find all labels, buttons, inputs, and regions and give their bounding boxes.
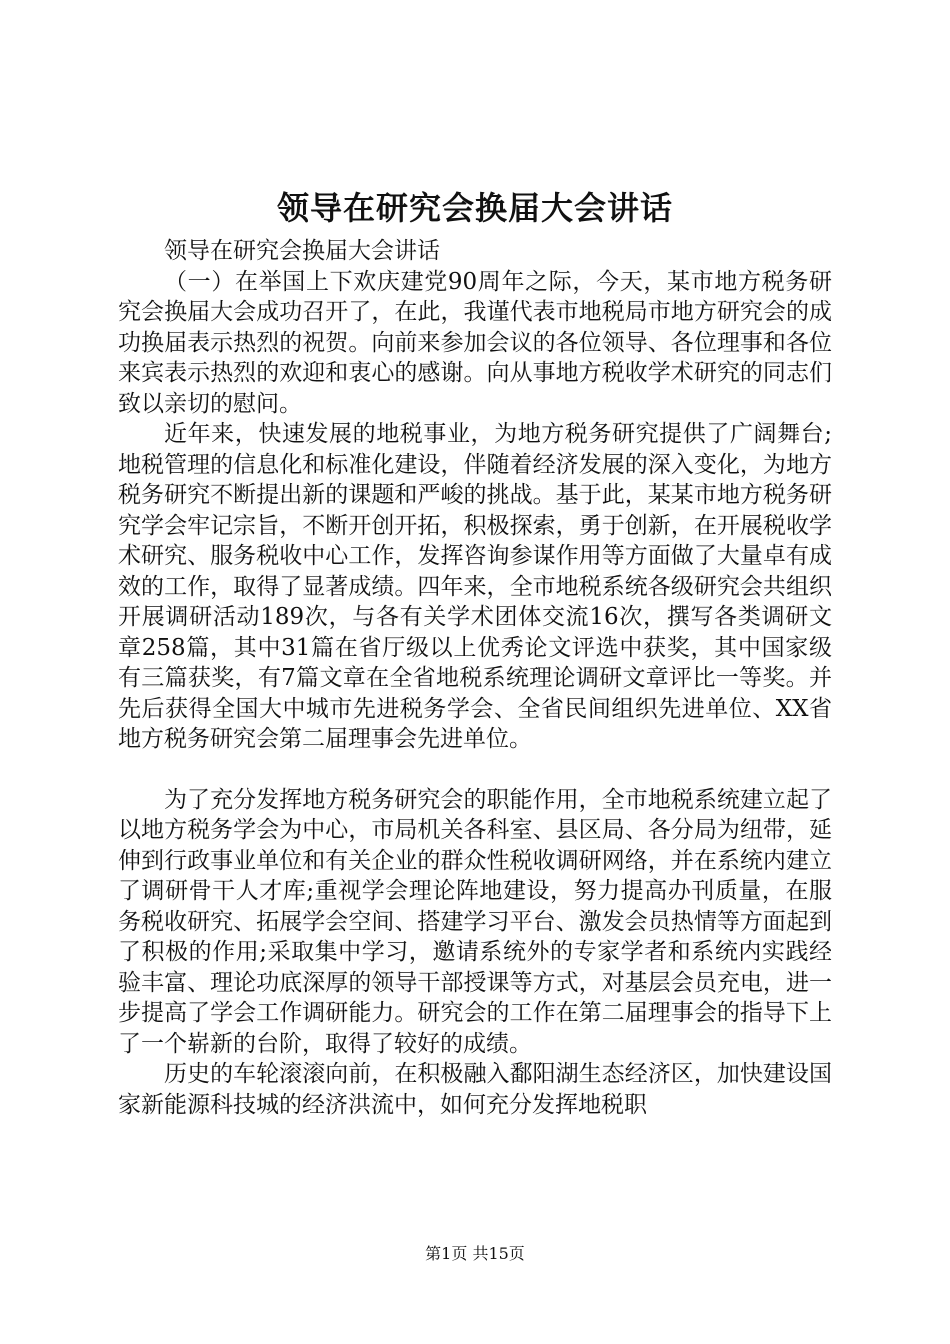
paragraph-1: （一）在举国上下欢庆建党90周年之际，今天，某市地方税务研究会换届大会成功召开了，在此，我谨代表市地税局市地方研究会的成功换届表示热烈的祝贺。向前来参加会议的各位领导、各位理事和各位来宾表示热烈的欢迎和衷心的感谢。向从事地方税收学术研究的同志们致以亲切的慰问。	[118, 268, 832, 417]
paragraph-4: 历史的车轮滚滚向前，在积极融入鄱阳湖生态经济区，加快建设国家新能源科技城的经济洪流中，如何充分发挥地税职	[118, 1061, 832, 1118]
page-footer: 第1页 共15页	[425, 1244, 525, 1263]
paragraph-3: 为了充分发挥地方税务研究会的职能作用，全市地税系统建立起了以地方税务学会为中心，市局机关各科室、县区局、各分局为纽带，延伸到行政事业单位和有关企业的群众性税收调研网络，并在系统内建立了调研骨干人才库;重视学会理论阵地建设，努力提高办刊质量，在服务税收研究、拓展学会空间、搭建学习平台、激发会员热情等方面起到了积极的作用;采取集中学习，邀请系统外的专家学者和系统内实践经验丰富、理论功底深厚的领导干部授课等方式，对基层会员充电，进一步提高了学会工作调研能力。研究会的工作在第二届理事会的指导下上了一个崭新的台阶，取得了较好的成绩。	[118, 786, 832, 1057]
document-title: 领导在研究会换届大会讲话	[276, 189, 673, 227]
paragraph-2: 近年来，快速发展的地税事业，为地方税务研究提供了广阔舞台;地税管理的信息化和标准化建设，伴随着经济发展的深入变化，为地方税务研究不断提出新的课题和严峻的挑战。基于此，某某市地方税务研究学会牢记宗旨，不断开创开拓，积极探索，勇于创新，在开展税收学术研究、服务税收中心工作，发挥咨询参谋作用等方面做了大量卓有成效的工作，取得了显著成绩。四年来，全市地税系统各级研究会共组织开展调研活动189次，与各有关学术团体交流16次，撰写各类调研文章258篇，其中31篇在省厅级以上优秀论文评选中获奖，其中国家级有三篇获奖，有7篇文章在全省地税系统理论调研文章评比一等奖。并先后获得全国大中城市先进税务学会、全省民间组织先进单位、XX省地方税务研究会第二届理事会先进单位。	[118, 421, 832, 752]
document-body	[118, 236, 832, 1120]
document-subtitle: 领导在研究会换届大会讲话	[164, 238, 440, 264]
